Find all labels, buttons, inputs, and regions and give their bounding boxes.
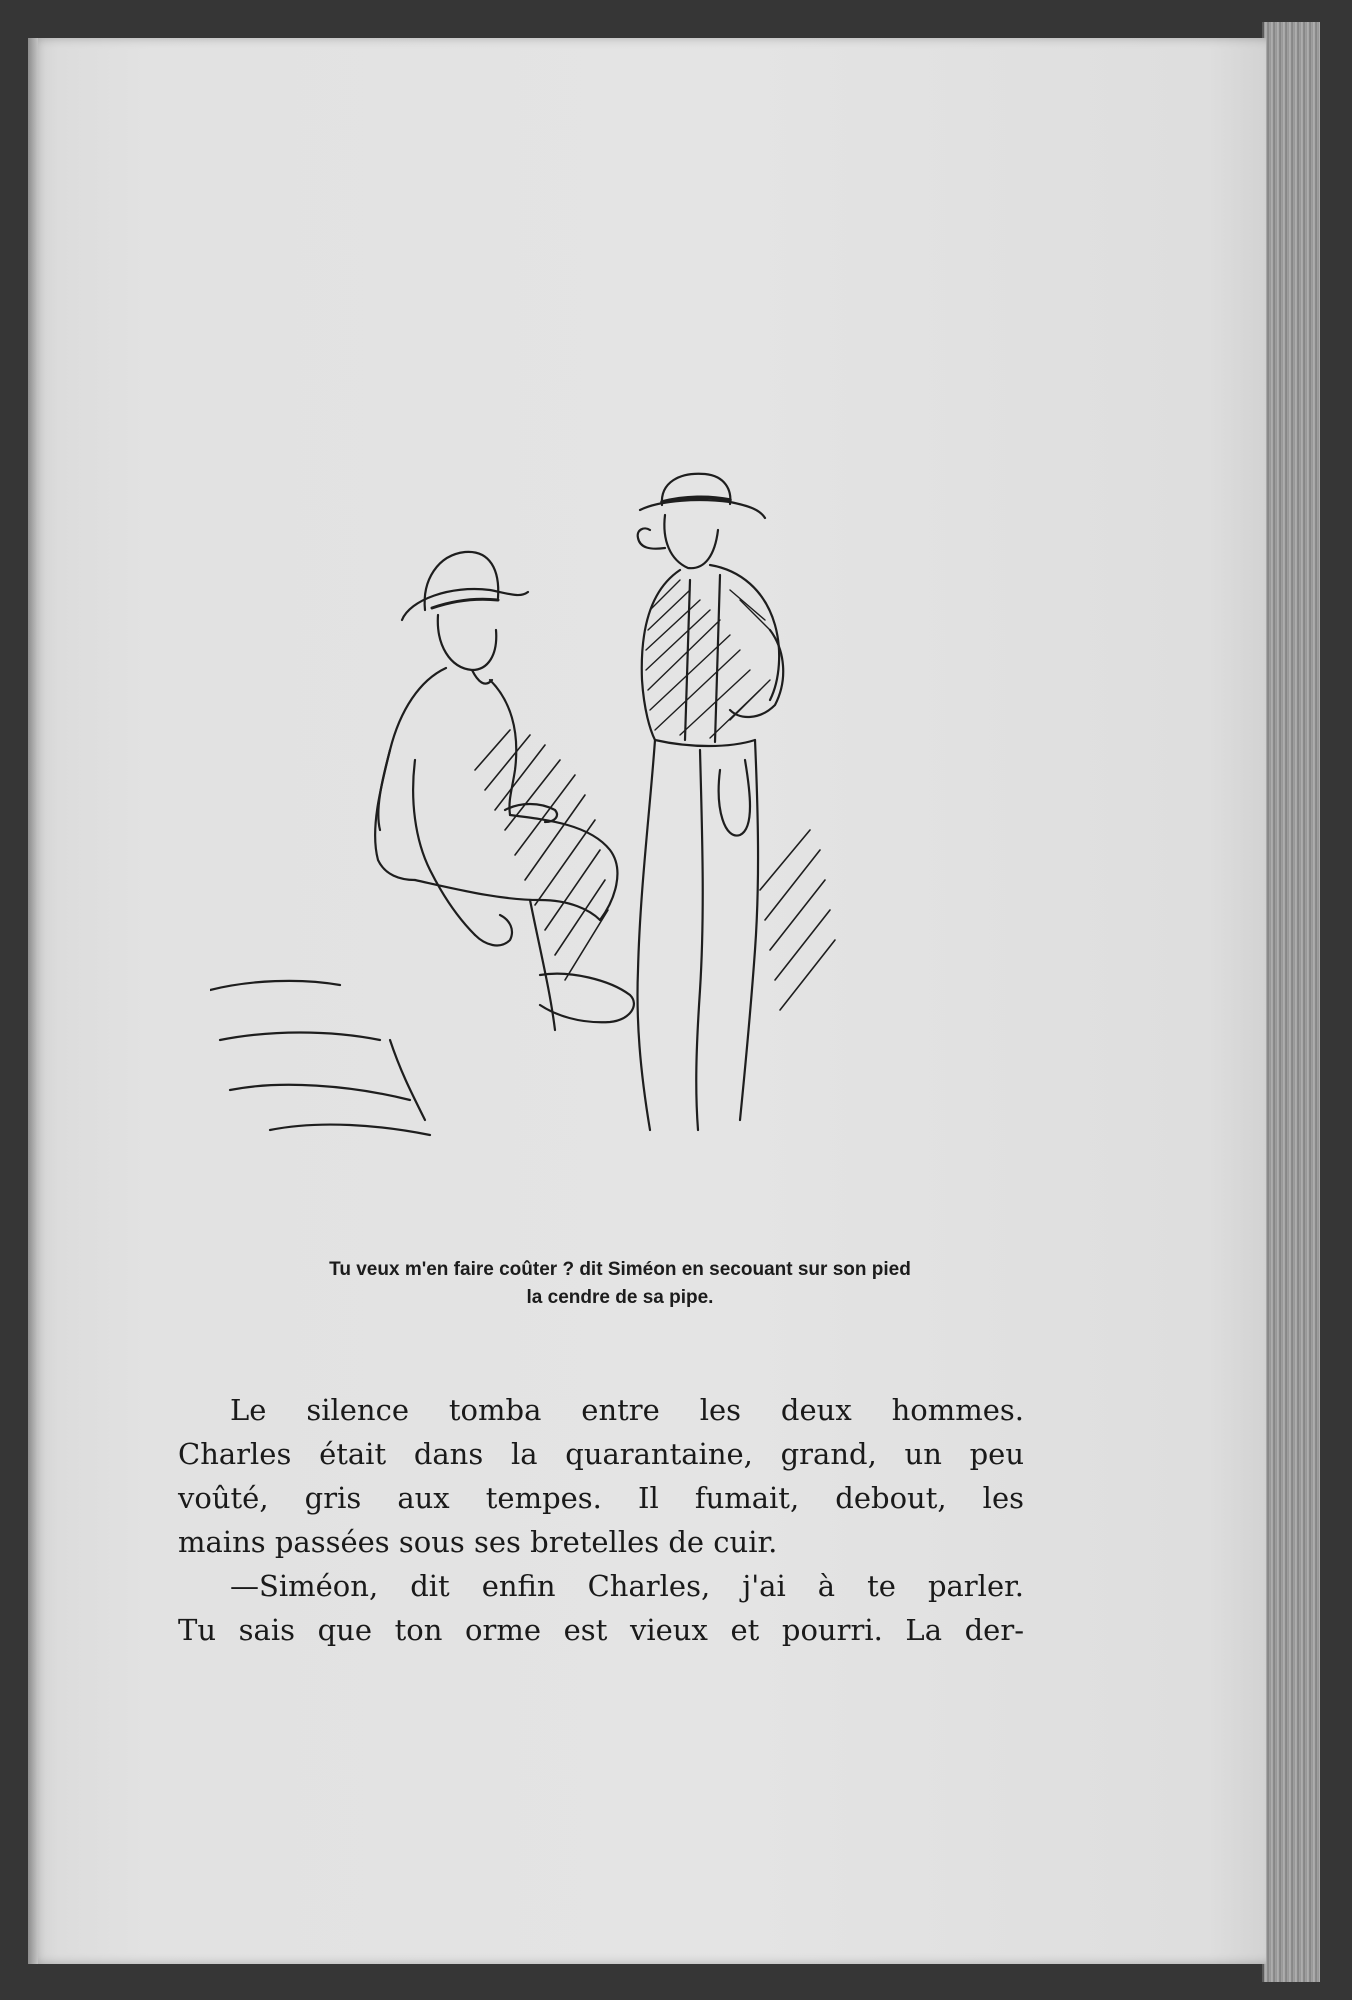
seated-man bbox=[210, 552, 634, 1135]
caption-line-1: Tu veux m'en faire coûter ? dit Siméon en secouant sur son pied bbox=[329, 1259, 911, 1280]
illustration-caption bbox=[180, 1256, 1060, 1312]
standing-man bbox=[638, 474, 784, 1130]
text-line-4: mains passées sous ses bretelles de cuir. bbox=[178, 1525, 778, 1559]
book-fore-edge bbox=[1262, 22, 1320, 1982]
text-line-3: voûté, gris aux tempes. Il fumait, debout, les bbox=[178, 1481, 1024, 1515]
jacket-hatching bbox=[646, 580, 770, 738]
text-line-5: —Siméon, dit enfin Charles, j'ai à te parler. bbox=[230, 1569, 1024, 1603]
text-line-6: Tu sais que ton orme est vieux et pourri. La der- bbox=[178, 1613, 1024, 1647]
body-paragraphs bbox=[178, 1388, 1024, 1652]
text-line-1: Le silence tomba entre les deux hommes. bbox=[230, 1393, 1024, 1427]
caption-line-2: la cendre de sa pipe. bbox=[526, 1287, 714, 1308]
text-line-2: Charles était dans la quarantaine, grand, un peu bbox=[178, 1437, 1024, 1471]
illustration-two-men bbox=[210, 430, 1030, 1150]
page-gutter bbox=[28, 38, 38, 1964]
shading-strokes bbox=[475, 730, 835, 1010]
